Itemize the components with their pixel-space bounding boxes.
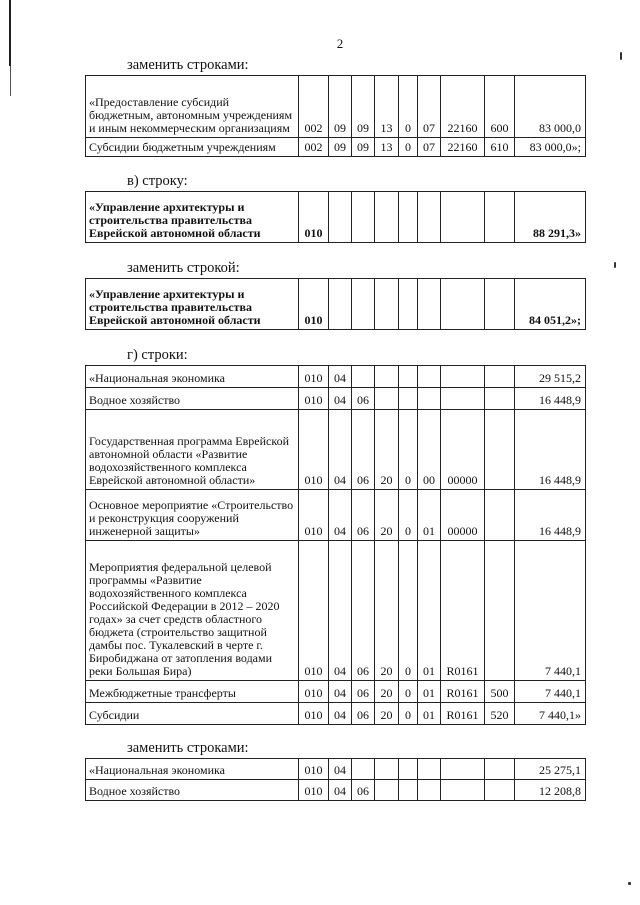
cell-code: 610 [485, 138, 515, 157]
cell-code [399, 366, 418, 388]
cell-code [375, 279, 399, 330]
cell-code: 0 [399, 76, 418, 138]
scan-speck [614, 262, 616, 268]
cell-code: R0161 [441, 541, 485, 681]
cell-code: 010 [299, 366, 329, 388]
cell-code [418, 780, 441, 801]
cell-code: 010 [299, 780, 329, 801]
table-row [86, 490, 586, 541]
cell-code [375, 366, 399, 388]
cell-code [441, 366, 485, 388]
cell-code: 520 [485, 703, 515, 725]
cell-code [399, 388, 418, 410]
cell-code: 010 [299, 703, 329, 725]
cell-code: 06 [352, 388, 375, 410]
table-row [86, 759, 586, 780]
cell-code: 04 [329, 681, 352, 703]
replace-row-table [85, 278, 586, 330]
cell-code: 06 [352, 410, 375, 490]
table-row [86, 780, 586, 801]
cell-code: 010 [299, 410, 329, 490]
cell-code: 20 [375, 490, 399, 541]
table-row [86, 366, 586, 388]
cell-code: R0161 [441, 703, 485, 725]
cell-code: 010 [299, 541, 329, 681]
cell-code: 20 [375, 541, 399, 681]
cell-code [485, 490, 515, 541]
v-row-table [85, 191, 586, 243]
cell-code [418, 279, 441, 330]
cell-code: R0161 [441, 681, 485, 703]
cell-code: 04 [329, 541, 352, 681]
cell-code [418, 388, 441, 410]
cell-code: 600 [485, 76, 515, 138]
cell-code: 04 [329, 759, 352, 780]
cell-code: 06 [352, 681, 375, 703]
cell-code [485, 388, 515, 410]
cell-code [485, 279, 515, 330]
cell-code [441, 780, 485, 801]
cell-code [485, 410, 515, 490]
table-row [86, 541, 586, 681]
section-heading-g-rows: г) строки: [127, 347, 188, 363]
cell-code: 002 [299, 138, 329, 157]
cell-amount: 83 000,0»; [515, 138, 586, 157]
page-number: 2 [336, 36, 344, 51]
cell-code: 13 [375, 138, 399, 157]
cell-code: 04 [329, 366, 352, 388]
cell-amount: 16 448,9 [515, 490, 586, 541]
scan-speck [628, 882, 631, 885]
cell-code: 0 [399, 490, 418, 541]
cell-code [418, 192, 441, 243]
cell-code: 06 [352, 490, 375, 541]
cell-code: 00000 [441, 490, 485, 541]
cell-code [352, 366, 375, 388]
cell-code: 0 [399, 138, 418, 157]
row-name: Государственная программа Еврейской автономной области «Развитие водохозяйственного комплекса Еврейской автономной области» [86, 410, 299, 490]
cell-code: 010 [299, 490, 329, 541]
cell-code: 010 [299, 681, 329, 703]
row-name: «Национальная экономика [86, 366, 299, 388]
cell-code: 010 [299, 279, 329, 330]
cell-code: 20 [375, 703, 399, 725]
cell-code [399, 279, 418, 330]
table-row [86, 192, 586, 243]
cell-code [399, 192, 418, 243]
row-name: Водное хозяйство [86, 388, 299, 410]
cell-code: 04 [329, 388, 352, 410]
cell-code: 01 [418, 681, 441, 703]
cell-code [485, 192, 515, 243]
table-row [86, 703, 586, 725]
cell-code: 04 [329, 703, 352, 725]
cell-code: 09 [329, 76, 352, 138]
section-heading-replace-rows-2: заменить строками: [127, 740, 249, 756]
cell-amount: 12 208,8 [515, 780, 586, 801]
cell-code: 22160 [441, 76, 485, 138]
cell-amount: 83 000,0 [515, 76, 586, 138]
cell-code: 13 [375, 76, 399, 138]
cell-code [352, 279, 375, 330]
cell-code: 09 [352, 138, 375, 157]
cell-code: 010 [299, 192, 329, 243]
cell-code: 0 [399, 410, 418, 490]
cell-code [375, 780, 399, 801]
section-heading-v-row: в) строку: [127, 173, 188, 189]
cell-code [352, 759, 375, 780]
cell-amount: 25 275,1 [515, 759, 586, 780]
cell-code [441, 759, 485, 780]
row-name: Субсидии [86, 703, 299, 725]
cell-code: 07 [418, 138, 441, 157]
cell-code [441, 388, 485, 410]
section-heading-replace-rows: заменить строками: [127, 57, 249, 73]
left-margin-line-lower [10, 66, 11, 96]
cell-amount: 7 440,1 [515, 541, 586, 681]
row-name: «Управление архитектуры и строительства правительства Еврейской автономной области [86, 192, 299, 243]
cell-code: 07 [418, 76, 441, 138]
cell-code [441, 279, 485, 330]
cell-code: 0 [399, 703, 418, 725]
cell-code: 01 [418, 541, 441, 681]
cell-code: 00000 [441, 410, 485, 490]
row-name: Субсидии бюджетным учреждениям [86, 138, 299, 157]
cell-code [375, 192, 399, 243]
cell-amount: 84 051,2»; [515, 279, 586, 330]
replace-rows-table-2 [85, 758, 586, 801]
cell-code [418, 366, 441, 388]
cell-code [418, 759, 441, 780]
cell-amount: 88 291,3» [515, 192, 586, 243]
row-name: Межбюджетные трансферты [86, 681, 299, 703]
cell-code [329, 279, 352, 330]
cell-code: 010 [299, 759, 329, 780]
cell-code: 20 [375, 410, 399, 490]
cell-code [375, 759, 399, 780]
cell-code: 500 [485, 681, 515, 703]
table-row [86, 138, 586, 157]
cell-code: 22160 [441, 138, 485, 157]
table-row [86, 279, 586, 330]
cell-code: 09 [329, 138, 352, 157]
cell-amount: 7 440,1» [515, 703, 586, 725]
cell-amount: 16 448,9 [515, 388, 586, 410]
row-name: «Национальная экономика [86, 759, 299, 780]
cell-code: 00 [418, 410, 441, 490]
cell-code [485, 541, 515, 681]
cell-code: 002 [299, 76, 329, 138]
cell-code [399, 780, 418, 801]
table-row [86, 410, 586, 490]
left-margin-line [9, 0, 11, 66]
cell-code [485, 759, 515, 780]
row-name: Основное мероприятие «Строительство и реконструкция сооружений инженерной защиты» [86, 490, 299, 541]
table-row [86, 681, 586, 703]
cell-code: 06 [352, 541, 375, 681]
row-name: Мероприятия федеральной целевой программы «Развитие водохозяйственного комплекса Российской Федерации в 2012 – 2020 годах» за счет средств областного бюджета (строительство защитной дамбы пос. Тукалевский в черте г. Биробиджана от затопления водами реки Большая Бира) [86, 541, 299, 681]
g-rows-table [85, 365, 586, 725]
cell-amount: 16 448,9 [515, 410, 586, 490]
cell-code: 20 [375, 681, 399, 703]
row-name: Водное хозяйство [86, 780, 299, 801]
cell-amount: 7 440,1 [515, 681, 586, 703]
table-row [86, 388, 586, 410]
cell-code: 0 [399, 681, 418, 703]
cell-code [375, 388, 399, 410]
cell-code: 0 [399, 541, 418, 681]
cell-code [399, 759, 418, 780]
cell-code: 01 [418, 703, 441, 725]
row-name: «Управление архитектуры и строительства правительства Еврейской автономной области [86, 279, 299, 330]
cell-code: 06 [352, 780, 375, 801]
scan-speck [620, 52, 622, 60]
cell-code: 06 [352, 703, 375, 725]
table-row [86, 76, 586, 138]
section-heading-replace-row: заменить строкой: [127, 260, 240, 276]
cell-code [441, 192, 485, 243]
cell-code [329, 192, 352, 243]
cell-code: 01 [418, 490, 441, 541]
cell-code: 04 [329, 410, 352, 490]
cell-code: 04 [329, 780, 352, 801]
cell-code: 04 [329, 490, 352, 541]
cell-amount: 29 515,2 [515, 366, 586, 388]
cell-code: 010 [299, 388, 329, 410]
replace-rows-table-1 [85, 75, 586, 157]
cell-code: 09 [352, 76, 375, 138]
row-name: «Предоставление субсидий бюджетным, автономным учреждениям и иным некоммерческим организациям [86, 76, 299, 138]
cell-code [485, 366, 515, 388]
cell-code [485, 780, 515, 801]
cell-code [352, 192, 375, 243]
